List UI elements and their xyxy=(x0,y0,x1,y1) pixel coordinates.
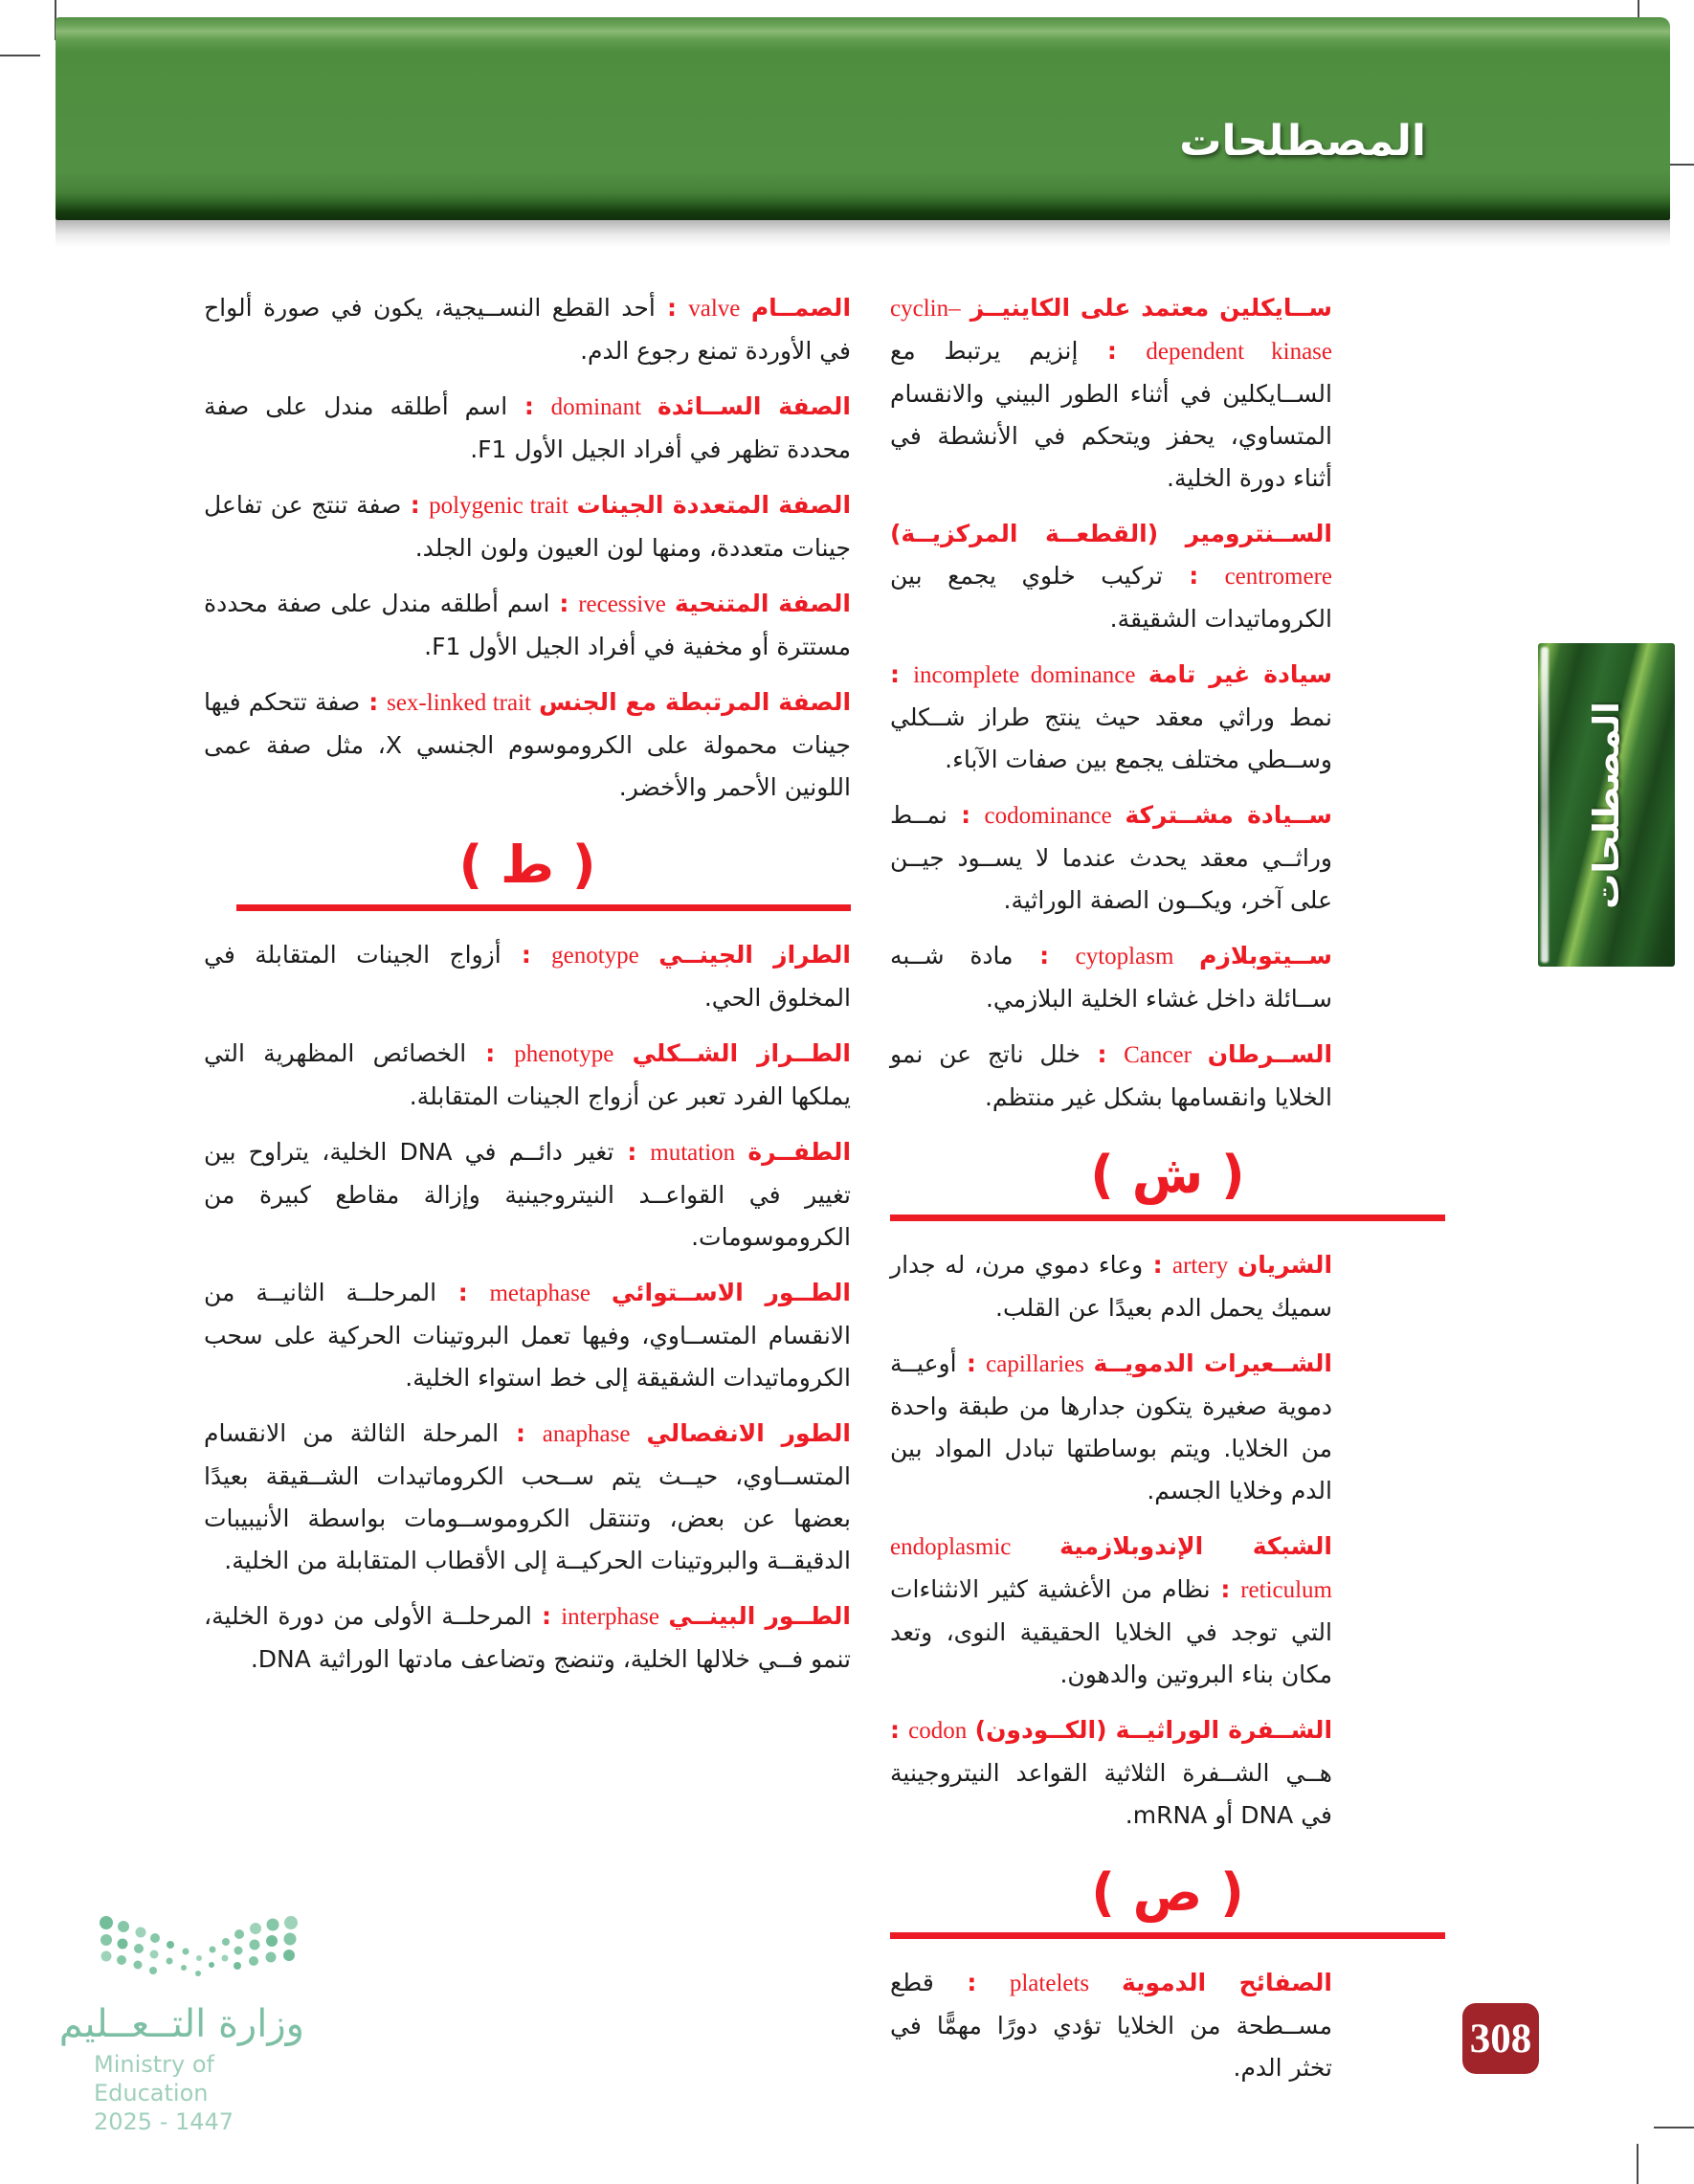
term-separator: : xyxy=(1162,562,1225,590)
definition: تغير دائــم في DNA الخلية، يتراوح بين تغيير في القواعــد النيتروجينية وإزالة مقاطع كبيرة من الكروموسومات. xyxy=(204,1138,851,1252)
term-separator: : xyxy=(549,590,579,617)
definition: المرحلة الثالثة من الانقسام المتســاوي، حيــث يتم ســحب الكروماتيدات الشــقيقة بعيدًا بعضها عن بعض، وتنتقل الكروموســومات بواسطة الأنيبيبات الدقيقــة والبروتينات الحركيــة إلى الأقطاب المتقابلة من الخلية. xyxy=(204,1419,851,1575)
ministry-logo-dots xyxy=(99,1914,304,1981)
term-english: phenotype xyxy=(514,1041,614,1068)
definition: الخصائص المظهرية التي يملكها الفرد تعبر عن أزواج الجينات المتقابلة. xyxy=(204,1039,851,1111)
section-heading xyxy=(890,1863,1445,1939)
term-separator: : xyxy=(890,1716,909,1745)
definition: المرحلــة الثانيــة من الانقسام المتســاوي، وفيها تعمل البروتينات الحركية على سحب الكروماتيدات الشقيقة إلى خط استواء الخلية. xyxy=(204,1279,851,1393)
term-separator: : xyxy=(655,294,689,322)
term-arabic: ســايكلين معتمد على الكاينيــز xyxy=(970,294,1332,322)
term-arabic: ســيادة مشــتركة xyxy=(1125,801,1332,829)
term-separator: : xyxy=(947,801,985,829)
glossary-entry xyxy=(204,484,851,569)
term-separator: : xyxy=(466,1039,515,1068)
definition: نمــط وراثــي معقد يحدث عندما لا يســود جيــن على آخر، ويكــون الصفة الوراثية. xyxy=(890,801,1332,914)
section-letter: ( ط ) xyxy=(458,835,596,895)
glossary-entry xyxy=(890,794,1332,922)
header-band xyxy=(56,17,1670,220)
term-english: Cancer xyxy=(1124,1042,1192,1068)
glossary-column-right xyxy=(890,287,1332,2103)
term-arabic: الصفة الســائدة xyxy=(658,392,851,420)
glossary-entry xyxy=(204,583,851,668)
term-separator: : xyxy=(890,660,914,688)
term-separator: : xyxy=(499,1419,543,1448)
term-arabic: الطــور الاســتوائي xyxy=(611,1279,851,1307)
definition: وعاء دموي مرن، له جدار سميك يحمل الدم بعيدًا عن القلب. xyxy=(890,1251,1332,1323)
term-separator: : xyxy=(360,688,388,716)
definition: إنزيم يرتبط مع الســايكلين في أثناء الطور البيني والانقسام المتساوي، يحفز ويتحكم في الأنشطة في أثناء دورة الخلية. xyxy=(890,337,1332,492)
section-letter: ( ص ) xyxy=(1091,1862,1244,1924)
side-tab-label: المصطلحات xyxy=(1585,701,1627,909)
section-heading xyxy=(204,836,851,911)
section-rule xyxy=(890,1215,1445,1221)
term-english: platelets xyxy=(1009,1971,1090,1997)
definition: هــي الشــفرة الثلاثية القواعد النيتروجينية في DNA أو mRNA. xyxy=(890,1759,1332,1830)
term-arabic: الصمــام xyxy=(750,294,852,322)
ministry-years: 2025 - 1447 xyxy=(94,2108,234,2135)
glossary-entry xyxy=(890,1709,1332,1837)
glossary-entry xyxy=(204,1033,851,1118)
glossary-side-tab xyxy=(1538,643,1675,967)
term-english: anaphase xyxy=(542,1421,631,1448)
term-arabic: الشبكة الإندوبلازمية xyxy=(1059,1532,1332,1561)
term-arabic: الصفائح الدموية xyxy=(1121,1969,1332,1997)
page-title: المصطلحات xyxy=(1179,117,1426,166)
term-arabic: الســرطان xyxy=(1207,1040,1333,1068)
term-english: codominance xyxy=(984,803,1112,829)
crop-mark-bottom-right-v xyxy=(1637,2144,1638,2184)
crop-mark-bottom-right-h xyxy=(1654,2127,1694,2128)
term-separator: : xyxy=(1081,1040,1125,1068)
glossary-entry xyxy=(204,681,851,809)
definition: أوعيــة دموية صغيرة يتكون جدارها من طبقة واحدة من الخلايا. ويتم بوساطتها تبادل المواد بين الدم وخلايا الجسم. xyxy=(890,1349,1332,1505)
glossary-entry xyxy=(890,1962,1332,2089)
term-english: mutation xyxy=(650,1140,736,1167)
term-arabic: الصفة المتنحية xyxy=(674,590,851,617)
term-english: artery xyxy=(1172,1253,1229,1280)
ministry-wordmark-arabic: وزارة التــعــليم xyxy=(58,2002,304,2046)
glossary-entry xyxy=(890,1244,1332,1329)
term-english: genotype xyxy=(551,943,639,969)
glossary-column-left xyxy=(204,287,851,1694)
section-letter: ( ش ) xyxy=(1090,1145,1245,1205)
term-arabic: الطــراز الشــكلي xyxy=(632,1039,852,1068)
term-english: metaphase xyxy=(489,1281,591,1307)
definition: نمط وراثي معقد حيث ينتج طراز شــكلي وســطي مختلف يجمع بين صفات الآباء. xyxy=(890,703,1332,773)
definition: اسم أطلقه مندل على صفة محددة مستترة أو مخفية في أفراد الجيل الأول F1. xyxy=(204,590,851,660)
definition: أزواج الجينات المتقابلة في المخلوق الحي. xyxy=(204,941,851,1013)
term-separator: : xyxy=(401,491,430,519)
glossary-entry xyxy=(890,1343,1332,1512)
crop-mark-top-left-h xyxy=(0,55,40,56)
term-separator: : xyxy=(933,1969,1010,1997)
page-number: 308 xyxy=(1469,2016,1532,2061)
definition: اسم أطلقه مندل على صفة محددة تظهر في أفراد الجيل الأول F1. xyxy=(204,392,851,463)
term-arabic: ســيتوبلازم xyxy=(1199,942,1333,969)
glossary-entry xyxy=(204,1131,851,1259)
term-arabic: الشــفرة الوراثيــة (الكــودون) xyxy=(974,1716,1333,1745)
term-english: codon xyxy=(908,1718,968,1745)
definition: أحد القطع النســيجية، يكون في صورة ألواح في الأوردة تمنع رجوع الدم. xyxy=(204,294,851,365)
term-english: incomplete dominance xyxy=(913,662,1136,688)
definition: قطع مســطحة من الخلايا تؤدي دورًا مهمًّا في تخثر الدم. xyxy=(890,1969,1332,2083)
definition: نظام من الأغشية كثير الانثناءات التي توجد في الخلايا الحقيقية النوى، وتعد مكان بناء البروتين والدهون. xyxy=(890,1575,1332,1689)
page-number-badge xyxy=(1462,2003,1539,2074)
glossary-entry xyxy=(204,1272,851,1399)
term-english: polygenic trait xyxy=(429,493,568,519)
term-separator: : xyxy=(1143,1251,1172,1280)
term-arabic: الشريان xyxy=(1237,1251,1333,1280)
term-english: recessive xyxy=(578,591,666,617)
glossary-entry xyxy=(890,287,1332,500)
section-heading xyxy=(890,1146,1445,1221)
term-english: capillaries xyxy=(986,1351,1084,1378)
ministry-logo xyxy=(58,1914,304,2136)
term-arabic: الســنترومير (القطعــة المركزيــة) xyxy=(890,520,1332,547)
term-english: cyclin–dependent kinase xyxy=(890,296,1332,365)
term-separator: : xyxy=(1013,942,1076,969)
term-english: interphase xyxy=(561,1604,659,1631)
glossary-entry xyxy=(890,513,1332,640)
definition: تركيب خلوي يجمع بين الكروماتيدات الشقيقة. xyxy=(890,562,1332,633)
definition: صفة تتحكم فيها جينات محمولة على الكروموسوم الجنسي X، مثل صفة عمى اللونين الأحمر والأخضر. xyxy=(204,688,851,801)
term-arabic: الشــعيرات الدمويــة xyxy=(1093,1349,1332,1378)
definition: المرحلــة الأولى من دورة الخلية، تنمو فــي خلالها الخلية، وتنضج وتضاعف مادتها الوراثية DNA. xyxy=(204,1602,851,1674)
term-english: endoplasmic reticulum xyxy=(890,1534,1333,1604)
term-english: cytoplasm xyxy=(1075,944,1174,969)
glossary-entry xyxy=(204,287,851,372)
glossary-entry xyxy=(890,654,1332,781)
glossary-entry xyxy=(890,935,1332,1020)
term-arabic: سيادة غير تامة xyxy=(1148,660,1332,688)
term-arabic: الصفة المتعددة الجينات xyxy=(576,491,852,519)
glossary-entry xyxy=(890,1034,1332,1119)
term-english: centromere xyxy=(1224,564,1332,590)
glossary-entry xyxy=(204,934,851,1019)
term-separator: : xyxy=(956,1349,987,1378)
term-arabic: الطور الانفصالي xyxy=(646,1419,851,1448)
term-arabic: الصفة المرتبطة مع الجنس xyxy=(539,688,852,716)
glossary-entry xyxy=(204,1595,851,1681)
term-english: sex-linked trait xyxy=(387,690,531,716)
term-separator: : xyxy=(613,1138,651,1167)
ministry-wordmark-english: Ministry of Education xyxy=(94,2051,214,2106)
term-separator: : xyxy=(1210,1575,1241,1604)
term-arabic: الطــور البينــي xyxy=(668,1602,851,1631)
term-separator: : xyxy=(436,1279,490,1307)
crop-mark-right-h xyxy=(1669,164,1694,166)
term-english: valve xyxy=(688,296,741,322)
term-arabic: الطراز الجينــي xyxy=(658,941,851,969)
term-separator: : xyxy=(507,392,551,420)
glossary-entry xyxy=(890,1526,1332,1696)
glossary-entry xyxy=(204,386,851,471)
term-separator: : xyxy=(501,941,552,969)
term-separator: : xyxy=(1078,337,1147,365)
definition: مادة شــبه ســائلة داخل غشاء الخلية البلازمي. xyxy=(890,942,1332,1013)
section-rule xyxy=(236,904,851,911)
term-separator: : xyxy=(531,1602,562,1631)
term-english: dominant xyxy=(550,394,642,420)
term-arabic: الطفــرة xyxy=(747,1138,852,1167)
glossary-entry xyxy=(204,1413,851,1582)
definition: خلل ناتج عن نمو الخلايا وانقسامها بشكل غير منتظم. xyxy=(890,1040,1332,1111)
section-rule xyxy=(890,1932,1445,1939)
definition: صفة تنتج عن تفاعل جينات متعددة، ومنها لون العيون ولون الجلد. xyxy=(204,491,851,562)
